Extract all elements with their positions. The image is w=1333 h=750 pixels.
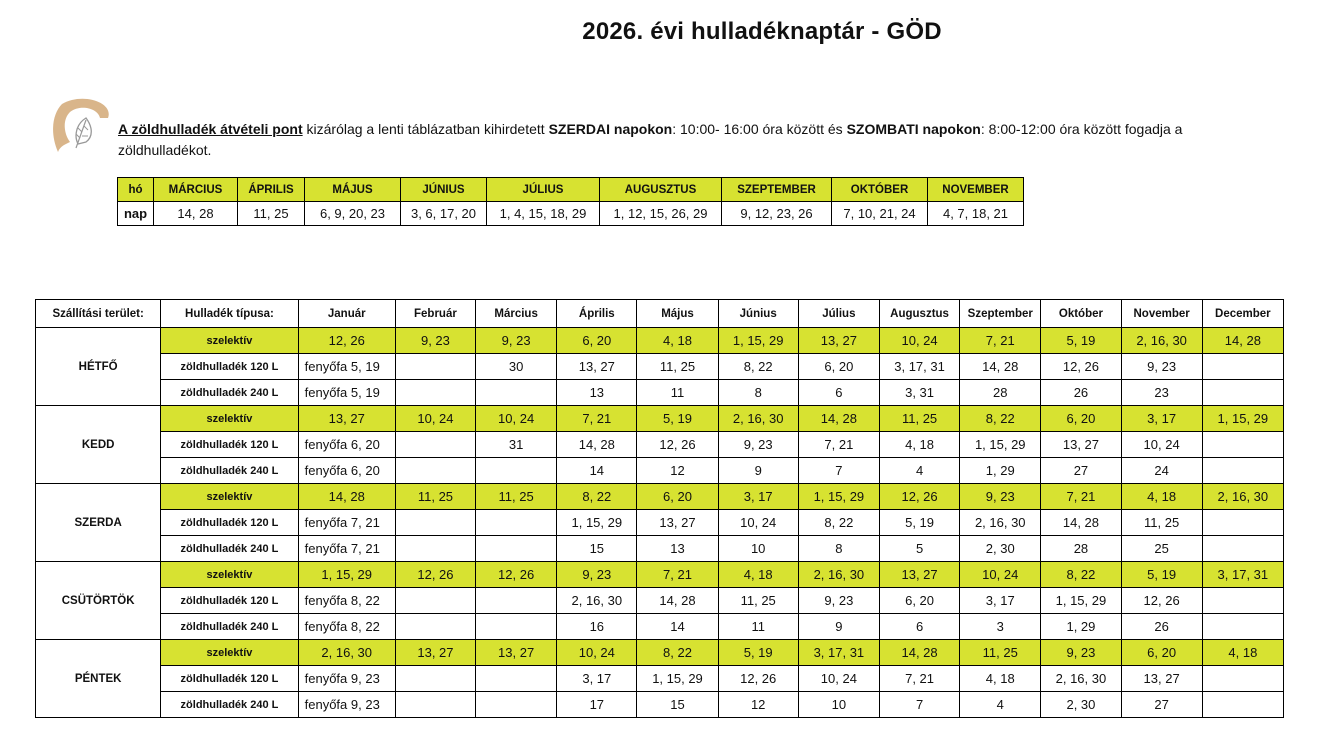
schedule-cell: 6, 20 (637, 484, 718, 510)
schedule-cell: 2, 16, 30 (1121, 328, 1202, 354)
schedule-cell (395, 614, 475, 640)
schedule-cell: 2, 16, 30 (298, 640, 395, 666)
schedule-cell: 13, 27 (798, 328, 879, 354)
schedule-cell: fenyőfa 5, 19 (298, 354, 395, 380)
schedule-cell: 26 (1041, 380, 1121, 406)
area-header: Szállítási terület: (36, 300, 161, 328)
schedule-cell: fenyőfa 8, 22 (298, 614, 395, 640)
schedule-cell: 7 (798, 458, 879, 484)
schedule-cell (395, 458, 475, 484)
schedule-cell (476, 380, 557, 406)
schedule-cell: 4, 18 (718, 562, 798, 588)
schedule-cell: 13, 27 (1041, 432, 1121, 458)
schedule-cell: 23 (1121, 380, 1202, 406)
notice-bold-1: SZERDAI napokon (548, 121, 673, 137)
month-header: Január (298, 300, 395, 328)
schedule-cell: 28 (960, 380, 1041, 406)
green-day-cell: 3, 6, 17, 20 (401, 202, 487, 226)
schedule-cell: 9, 23 (1121, 354, 1202, 380)
green-month-cell: AUGUSZTUS (600, 178, 722, 202)
schedule-cell (395, 588, 475, 614)
schedule-cell: 1, 15, 29 (798, 484, 879, 510)
schedule-row (36, 458, 1284, 484)
schedule-cell: 25 (1121, 536, 1202, 562)
schedule-cell: 8, 22 (718, 354, 798, 380)
waste-type-cell: zöldhulladék 240 L (161, 458, 298, 484)
schedule-cell: 12 (718, 692, 798, 718)
schedule-cell: 13 (637, 536, 718, 562)
schedule-cell: 11, 25 (960, 640, 1041, 666)
schedule-cell: 11, 25 (879, 406, 959, 432)
schedule-cell: 2, 16, 30 (557, 588, 637, 614)
day-name-cell: SZERDA (36, 484, 161, 562)
schedule-cell: 12, 26 (298, 328, 395, 354)
schedule-cell: fenyőfa 6, 20 (298, 432, 395, 458)
schedule-cell: 31 (476, 432, 557, 458)
schedule-cell: 9 (798, 614, 879, 640)
green-day-cell: 7, 10, 21, 24 (832, 202, 928, 226)
schedule-cell (476, 692, 557, 718)
schedule-row (36, 484, 1284, 510)
schedule-cell: 27 (1041, 458, 1121, 484)
waste-type-cell: zöldhulladék 120 L (161, 666, 298, 692)
month-header: Február (395, 300, 475, 328)
schedule-cell: 14, 28 (960, 354, 1041, 380)
schedule-cell: 2, 16, 30 (718, 406, 798, 432)
schedule-cell: 5, 19 (718, 640, 798, 666)
schedule-cell: 10, 24 (476, 406, 557, 432)
schedule-cell: 5, 19 (1041, 328, 1121, 354)
schedule-cell: 4, 18 (637, 328, 718, 354)
schedule-cell: 4, 18 (879, 432, 959, 458)
schedule-cell: 4, 18 (1121, 484, 1202, 510)
schedule-cell: 1, 15, 29 (1041, 588, 1121, 614)
schedule-row (36, 692, 1284, 718)
schedule-cell: 14, 28 (1041, 510, 1121, 536)
schedule-header-row (36, 300, 1284, 328)
schedule-cell: 26 (1121, 614, 1202, 640)
schedule-cell (395, 354, 475, 380)
schedule-cell (395, 536, 475, 562)
schedule-cell: 13, 27 (476, 640, 557, 666)
leaf-logo-icon (52, 96, 112, 154)
schedule-row (36, 406, 1284, 432)
schedule-row (36, 588, 1284, 614)
notice-bold-2: SZOMBATI napokon (846, 121, 981, 137)
waste-type-cell: szelektív (161, 328, 298, 354)
green-collection-header-row (118, 178, 1024, 202)
month-header: Április (557, 300, 637, 328)
green-month-cell: SZEPTEMBER (722, 178, 832, 202)
waste-type-cell: zöldhulladék 120 L (161, 510, 298, 536)
schedule-cell: fenyőfa 7, 21 (298, 536, 395, 562)
notice-text-3: : 8:00-12:00 óra között fogadja a zöldhulladékot. (118, 121, 1183, 158)
waste-type-cell: szelektív (161, 484, 298, 510)
schedule-cell: 3, 17 (1121, 406, 1202, 432)
schedule-cell (476, 614, 557, 640)
schedule-cell: 11 (637, 380, 718, 406)
schedule-cell: 14, 28 (879, 640, 959, 666)
schedule-cell: 3 (960, 614, 1041, 640)
schedule-cell: 6 (879, 614, 959, 640)
waste-type-cell: zöldhulladék 240 L (161, 536, 298, 562)
schedule-cell: 12, 26 (1041, 354, 1121, 380)
waste-type-cell: szelektív (161, 640, 298, 666)
month-header: Október (1041, 300, 1121, 328)
schedule-cell: 5, 19 (879, 510, 959, 536)
waste-type-cell: zöldhulladék 240 L (161, 692, 298, 718)
schedule-cell: 10, 24 (557, 640, 637, 666)
schedule-cell: fenyőfa 8, 22 (298, 588, 395, 614)
schedule-cell: 2, 16, 30 (1202, 484, 1283, 510)
schedule-row (36, 562, 1284, 588)
waste-type-cell: zöldhulladék 120 L (161, 354, 298, 380)
schedule-cell: 4, 18 (1202, 640, 1283, 666)
schedule-cell: 5 (879, 536, 959, 562)
month-header: Május (637, 300, 718, 328)
schedule-cell: 2, 16, 30 (798, 562, 879, 588)
schedule-cell: 8, 22 (1041, 562, 1121, 588)
schedule-cell: 10, 24 (879, 328, 959, 354)
schedule-cell (1202, 536, 1283, 562)
schedule-cell (1202, 458, 1283, 484)
schedule-cell: 10, 24 (1121, 432, 1202, 458)
green-day-cell: 6, 9, 20, 23 (305, 202, 401, 226)
schedule-cell: 12, 26 (879, 484, 959, 510)
schedule-cell: 12, 26 (637, 432, 718, 458)
schedule-cell: 12, 26 (718, 666, 798, 692)
month-header: November (1121, 300, 1202, 328)
schedule-cell: fenyőfa 5, 19 (298, 380, 395, 406)
schedule-cell: 11, 25 (718, 588, 798, 614)
day-name-cell: HÉTFŐ (36, 328, 161, 406)
green-collection-table (117, 177, 1024, 226)
schedule-cell: 2, 30 (1041, 692, 1121, 718)
green-month-cell: JÚLIUS (487, 178, 600, 202)
schedule-cell: 13, 27 (637, 510, 718, 536)
schedule-cell (1202, 614, 1283, 640)
schedule-cell: 12, 26 (1121, 588, 1202, 614)
schedule-cell: 17 (557, 692, 637, 718)
schedule-cell: 11, 25 (1121, 510, 1202, 536)
green-day-cell: 9, 12, 23, 26 (722, 202, 832, 226)
schedule-cell: 13, 27 (395, 640, 475, 666)
schedule-cell: 8, 22 (637, 640, 718, 666)
schedule-cell: 8, 22 (557, 484, 637, 510)
day-name-cell: KEDD (36, 406, 161, 484)
schedule-cell (1202, 380, 1283, 406)
schedule-row (36, 536, 1284, 562)
schedule-cell: 1, 15, 29 (298, 562, 395, 588)
green-collection-day-row (118, 202, 1024, 226)
schedule-table (35, 299, 1284, 718)
schedule-cell: 14, 28 (1202, 328, 1283, 354)
waste-type-cell: szelektív (161, 406, 298, 432)
month-header: Augusztus (879, 300, 959, 328)
notice-text-2: : 10:00- 16:00 óra között és (672, 121, 847, 137)
schedule-cell (476, 458, 557, 484)
green-day-cell: 4, 7, 18, 21 (928, 202, 1024, 226)
green-month-cell: JÚNIUS (401, 178, 487, 202)
green-day-cell: 1, 4, 15, 18, 29 (487, 202, 600, 226)
schedule-cell: fenyőfa 7, 21 (298, 510, 395, 536)
schedule-cell: 16 (557, 614, 637, 640)
schedule-cell: 3, 17, 31 (798, 640, 879, 666)
schedule-cell: 6 (798, 380, 879, 406)
schedule-cell: 1, 15, 29 (718, 328, 798, 354)
schedule-cell: 28 (1041, 536, 1121, 562)
schedule-cell: 14, 28 (798, 406, 879, 432)
schedule-cell: 9, 23 (395, 328, 475, 354)
schedule-cell (1202, 666, 1283, 692)
schedule-cell: 12, 26 (476, 562, 557, 588)
page-title: 2026. évi hulladéknaptár - GÖD (582, 18, 942, 45)
schedule-cell: 2, 30 (960, 536, 1041, 562)
schedule-cell: 13, 27 (557, 354, 637, 380)
waste-type-cell: zöldhulladék 240 L (161, 614, 298, 640)
schedule-cell (1202, 432, 1283, 458)
schedule-cell: 13, 27 (298, 406, 395, 432)
schedule-cell: 11, 25 (395, 484, 475, 510)
schedule-cell (395, 510, 475, 536)
notice-text (118, 119, 1218, 161)
month-header: December (1202, 300, 1283, 328)
schedule-row (36, 380, 1284, 406)
schedule-row (36, 666, 1284, 692)
schedule-cell: 9 (718, 458, 798, 484)
green-day-cell: 11, 25 (238, 202, 305, 226)
schedule-cell: 13 (557, 380, 637, 406)
day-name-cell: CSÜTÖRTÖK (36, 562, 161, 640)
green-month-cell: OKTÓBER (832, 178, 928, 202)
schedule-cell: 4 (960, 692, 1041, 718)
schedule-cell: 5, 19 (1121, 562, 1202, 588)
month-header: Március (476, 300, 557, 328)
schedule-cell: 15 (557, 536, 637, 562)
schedule-cell: 9, 23 (557, 562, 637, 588)
schedule-cell: 14, 28 (557, 432, 637, 458)
schedule-cell: 4 (879, 458, 959, 484)
schedule-cell: 8, 22 (960, 406, 1041, 432)
schedule-cell: 13, 27 (879, 562, 959, 588)
schedule-cell: 11, 25 (476, 484, 557, 510)
day-name-cell: PÉNTEK (36, 640, 161, 718)
type-header: Hulladék típusa: (161, 300, 298, 328)
schedule-cell: 11, 25 (637, 354, 718, 380)
schedule-cell: 10, 24 (798, 666, 879, 692)
schedule-cell: 6, 20 (1121, 640, 1202, 666)
notice-text-1: kizárólag a lenti táblázatban kihirdetett (302, 121, 549, 137)
schedule-cell: 1, 29 (1041, 614, 1121, 640)
schedule-cell: 2, 16, 30 (960, 510, 1041, 536)
schedule-cell: 7 (879, 692, 959, 718)
schedule-cell: 9, 23 (798, 588, 879, 614)
schedule-cell (395, 432, 475, 458)
schedule-cell: 11 (718, 614, 798, 640)
schedule-cell: 14, 28 (637, 588, 718, 614)
schedule-cell (476, 510, 557, 536)
schedule-cell: 4, 18 (960, 666, 1041, 692)
schedule-cell: 14 (637, 614, 718, 640)
schedule-cell (476, 666, 557, 692)
green-month-cell: MÁRCIUS (154, 178, 238, 202)
schedule-cell (476, 536, 557, 562)
schedule-cell (476, 588, 557, 614)
schedule-cell (395, 380, 475, 406)
schedule-cell: 8 (718, 380, 798, 406)
schedule-row (36, 510, 1284, 536)
green-month-cell: ÁPRILIS (238, 178, 305, 202)
schedule-row (36, 354, 1284, 380)
schedule-cell: 14 (557, 458, 637, 484)
schedule-cell: 27 (1121, 692, 1202, 718)
schedule-cell: 7, 21 (1041, 484, 1121, 510)
notice-lead: A zöldhulladék átvételi pont (118, 121, 303, 137)
schedule-cell: 7, 21 (798, 432, 879, 458)
schedule-cell: 24 (1121, 458, 1202, 484)
schedule-cell: 7, 21 (879, 666, 959, 692)
schedule-cell: 3, 17 (960, 588, 1041, 614)
schedule-cell: 6, 20 (557, 328, 637, 354)
schedule-cell: 3, 31 (879, 380, 959, 406)
schedule-cell: 1, 15, 29 (960, 432, 1041, 458)
schedule-cell: 2, 16, 30 (1041, 666, 1121, 692)
schedule-cell: fenyőfa 9, 23 (298, 692, 395, 718)
schedule-cell: 8, 22 (798, 510, 879, 536)
schedule-cell (1202, 510, 1283, 536)
waste-type-cell: zöldhulladék 120 L (161, 432, 298, 458)
schedule-row (36, 432, 1284, 458)
green-day-cell: 1, 12, 15, 26, 29 (600, 202, 722, 226)
schedule-cell: 5, 19 (637, 406, 718, 432)
month-header: Június (718, 300, 798, 328)
schedule-cell: 3, 17 (557, 666, 637, 692)
schedule-cell (1202, 692, 1283, 718)
schedule-cell: 1, 15, 29 (1202, 406, 1283, 432)
green-day-cell: 14, 28 (154, 202, 238, 226)
schedule-cell (395, 666, 475, 692)
schedule-cell: 10, 24 (395, 406, 475, 432)
waste-type-cell: zöldhulladék 120 L (161, 588, 298, 614)
schedule-cell: 30 (476, 354, 557, 380)
schedule-cell: 10 (798, 692, 879, 718)
schedule-cell: 10 (718, 536, 798, 562)
schedule-cell: 3, 17 (718, 484, 798, 510)
schedule-cell: 15 (637, 692, 718, 718)
waste-type-cell: szelektív (161, 562, 298, 588)
green-month-cell: NOVEMBER (928, 178, 1024, 202)
schedule-cell: 10, 24 (960, 562, 1041, 588)
day-label-cell: nap (118, 202, 154, 226)
schedule-cell: 6, 20 (879, 588, 959, 614)
schedule-cell: 7, 21 (557, 406, 637, 432)
schedule-cell: 1, 15, 29 (557, 510, 637, 536)
month-label-cell: hó (118, 178, 154, 202)
schedule-cell: 3, 17, 31 (879, 354, 959, 380)
month-header: Szeptember (960, 300, 1041, 328)
waste-type-cell: zöldhulladék 240 L (161, 380, 298, 406)
schedule-cell: 6, 20 (798, 354, 879, 380)
schedule-cell: 6, 20 (1041, 406, 1121, 432)
schedule-cell: 7, 21 (637, 562, 718, 588)
schedule-row (36, 328, 1284, 354)
schedule-cell: fenyőfa 6, 20 (298, 458, 395, 484)
schedule-cell: 1, 15, 29 (637, 666, 718, 692)
schedule-cell: 1, 29 (960, 458, 1041, 484)
schedule-cell: 14, 28 (298, 484, 395, 510)
schedule-cell: 9, 23 (718, 432, 798, 458)
schedule-cell: 10, 24 (718, 510, 798, 536)
schedule-cell: fenyőfa 9, 23 (298, 666, 395, 692)
schedule-cell (1202, 588, 1283, 614)
schedule-row (36, 640, 1284, 666)
schedule-cell: 3, 17, 31 (1202, 562, 1283, 588)
green-month-cell: MÁJUS (305, 178, 401, 202)
schedule-cell: 9, 23 (476, 328, 557, 354)
schedule-cell (1202, 354, 1283, 380)
month-header: Július (798, 300, 879, 328)
schedule-cell: 13, 27 (1121, 666, 1202, 692)
schedule-cell: 9, 23 (960, 484, 1041, 510)
schedule-cell: 12 (637, 458, 718, 484)
schedule-cell: 8 (798, 536, 879, 562)
schedule-cell: 9, 23 (1041, 640, 1121, 666)
schedule-cell: 12, 26 (395, 562, 475, 588)
schedule-cell: 7, 21 (960, 328, 1041, 354)
schedule-row (36, 614, 1284, 640)
schedule-cell (395, 692, 475, 718)
